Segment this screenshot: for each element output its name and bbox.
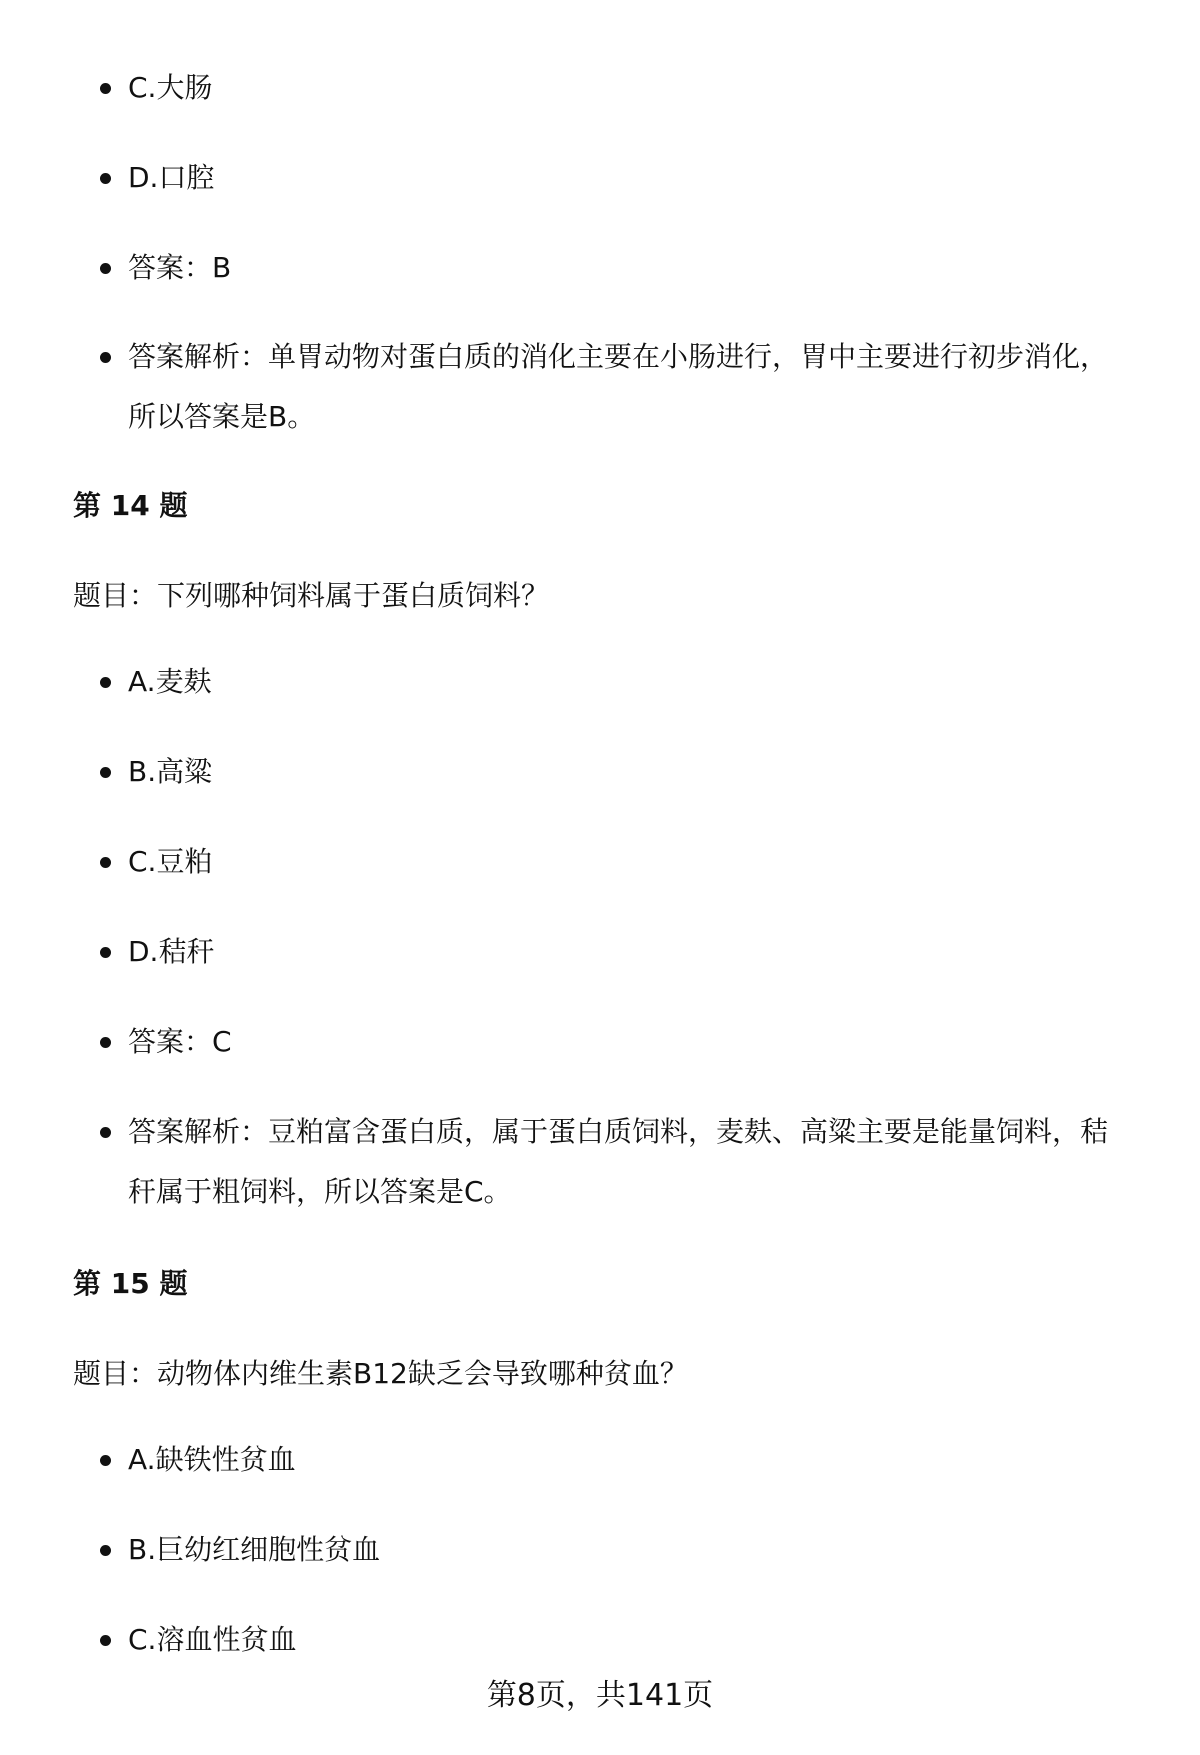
answer: 答案：C xyxy=(128,1012,1128,1072)
option-c: C.溶血性贫血 xyxy=(128,1610,1128,1670)
option-b: B.高粱 xyxy=(128,742,1128,802)
option-d: D.秸秆 xyxy=(128,922,1128,982)
option-d: D.口腔 xyxy=(128,148,1128,208)
answer-explanation: 答案解析：单胃动物对蛋白质的消化主要在小肠进行，胃中主要进行初步消化，所以答案是B。 xyxy=(128,327,1128,447)
answer-explanation: 答案解析：豆粕富含蛋白质，属于蛋白质饲料，麦麸、高粱主要是能量饲料，秸秆属于粗饲料，所以答案是C。 xyxy=(128,1102,1128,1222)
answer: 答案：B xyxy=(128,238,1128,298)
question-heading-15: 第 15 题 xyxy=(73,1267,188,1300)
question-text-14: 题目：下列哪种饲料属于蛋白质饲料？ xyxy=(73,579,550,612)
option-c: C.豆粕 xyxy=(128,832,1128,892)
page-number: 第8页，共141页 xyxy=(486,1678,714,1713)
option-c: C.大肠 xyxy=(128,58,1128,118)
option-a: A.麦麸 xyxy=(128,652,1128,712)
option-b: B.巨幼红细胞性贫血 xyxy=(128,1520,1128,1580)
option-a: A.缺铁性贫血 xyxy=(128,1430,1128,1490)
question-text-15: 题目：动物体内维生素B12缺乏会导致哪种贫血？ xyxy=(73,1357,688,1390)
question-heading-14: 第 14 题 xyxy=(73,489,188,522)
